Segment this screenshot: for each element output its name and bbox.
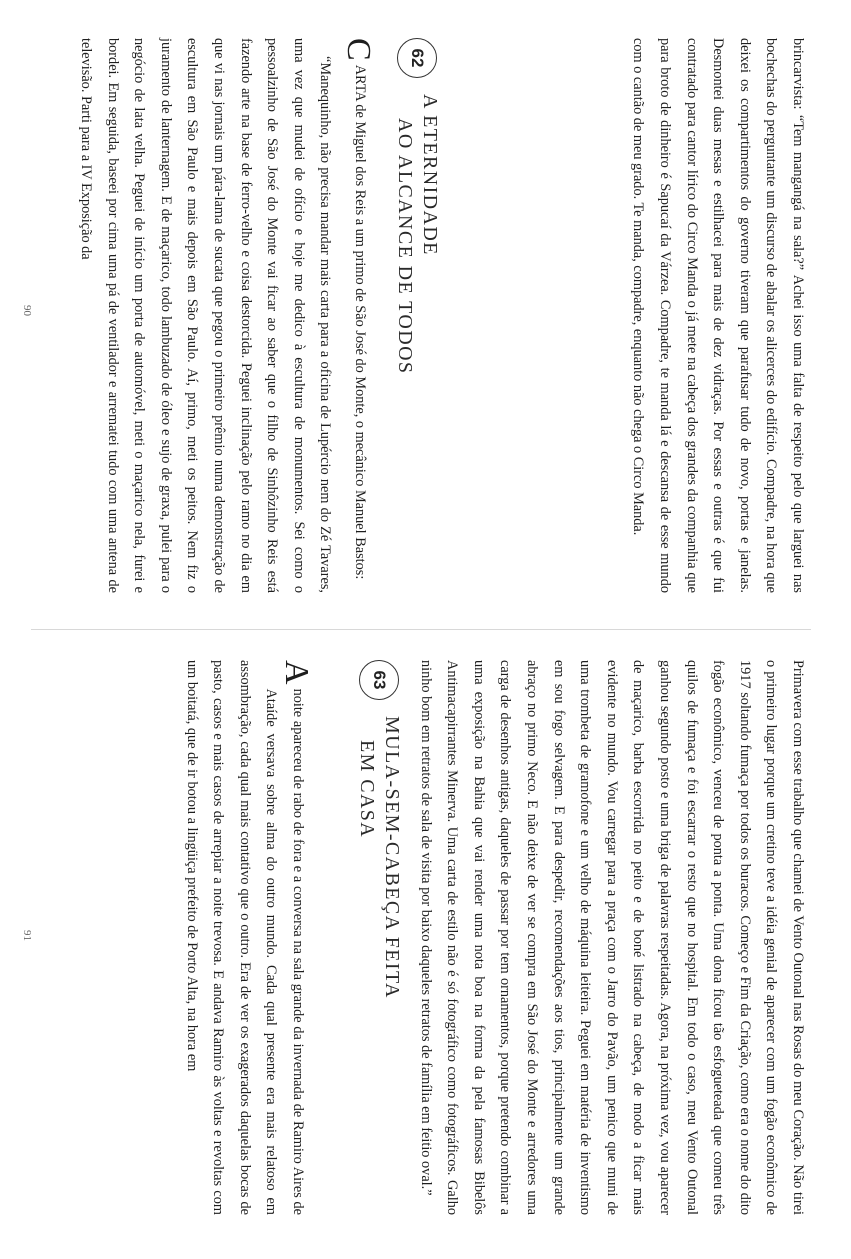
left-page	[0, 0, 851, 629]
chapter-62-title	[392, 94, 442, 374]
right-intro-paragraph: Primavera com esse trabalho que chamei de Vento Outonal nas Rosas do meu Coração. Não tirei o primeiro lugar porque um cretino teve a idéia genial de aparecer com um fogão econômico de 1917 soltando fumaça por todos os buracos. Começo e Fim da Criação, como era o nome do dito fogão econômico, venceu de ponta a ponta. Uma dona ficou tão esfogueteada que comeu três quilos de fumaça e foi escarrar o resto que no hospital. Em todo o caso, meu Vento Outonal ganhou segundo posto e uma briga de palavras respeitadas. Agora, na próxima vez, vou aparecer de maçarico, barba escorrida no peito e de boné listrado na cabeça, de modo a ficar mais evidente no mundo. Vou carregar para a praça com o Jarro do Pavão, um penico que muni de uma trombeta de gramofone e um velho de máquina leiteira. Peguei em matéria de inventismo em sou fogo selvagem. E para despedir, recomendações aos tios, principalmente um grande abraço no primo Neco. E não deixe de ver se compra em São José do Monte e arredores uma carga de desenhos antigas, daqueles de passar por tem ornamentos, porque pretendo combinar a uma exposição na Bahia que vai render uma nota boa na forma da pela famosas Bibelôs Antimacapirrantes Minerva. Uma carta de estilo não é só fotográfico como fotográficos. Galho ninho bom em retratos de sala de visita por baixo daqueles retratos de família em feitio oval.”	[417, 660, 806, 1215]
chapter-title-line: MULA-SEM-CABEÇA FEITA	[381, 716, 404, 999]
chapter-title-line: AO ALCANCE DE TODOS	[394, 118, 417, 375]
chapter-number-badge: 63	[359, 660, 399, 700]
chapter-62-paragraph: “Manequinho, não precisa mandar mais carta para a oficina de Lupércio nem do Zé Tavares, uma vez que mudei de ofício e hoje me dedico à escultura de monumentos. Sei como o pessoalzinho de São José do Monte vai ficar ao saber que o filho de Sinhôzinho Reis está fazendo arte na base de ferro-velho e coisa destorcida. Peguei inclinação pelo ramo no dia em que vi nas jornais um pára-lama de sucata que pegou o primeiro prêmio numa demonstração de escultura em São Paulo e mais depois em São Paulo. Aí, primo, meti os peitos. Nem fiz o juramento de lanternagem. E de maçarico, todo lambuzado de óleo e sujo de graxa, pulei para o negócio de lata velha. Peguei de início um porta de automóvel, meti o maçarico nela, furei e bordei. Em seguida, baseei por cima uma pá de ventilador e arrematei tudo com uma antena de televisão. Parti para a IV Exposição da	[78, 38, 334, 593]
left-intro-paragraph: brincarvista: “Tem mangangá na sala?” Achei isso uma falta de respeito pelo que larguei nas bochechas do perguntante um discurso de abalar os alicerces do edifício. Compadre, na hora que deixei os compartimentos do governo tiveram que parafusar tudo de novo, portas e janelas. Desmontei duas mesas e estilhacei para mais de dez vidraças. Por essas e outras é que fui contratado para cantor lírico do Circo Manda o já mete na cabeça dos grandes da companhia que para broto de dinheiro é Sapucaí da Várzea. Compadre, te manda lá e descansa de esse mundo com o cantão de meu grado. Te manda, compadre, enquanto não chega o Circo Manda.	[630, 38, 806, 593]
left-intro-text	[625, 38, 811, 593]
right-chapter-text	[178, 660, 315, 1215]
chapter-63-paragraph: Anoite apareceu de rabo de fora e a conversa na sala grande da invernada de Ramiro Aires de Ataíde versava sobre alma do outro mundo. Cada qual presente era mais relatoso em assombração, cada qual mais contativo que o outro. Era de ver os exagerados daquelas bocas de pasto, casos e mais casos de arrepiar a noite trevosa. E andava Ramiro às voltas e revoltas com um boitatá, que de ir botou a lingüiça prefeito de Porto Alta, na hora em	[183, 660, 315, 1215]
left-chapter-text	[72, 38, 377, 593]
chapter-63-title	[354, 716, 404, 999]
right-intro-text	[412, 660, 811, 1215]
chapter-title-line: EM CASA	[356, 740, 379, 839]
chapter-62-heading	[376, 38, 459, 374]
chapter-number-badge: 62	[397, 38, 437, 78]
page-number: 90	[21, 305, 33, 316]
right-page	[0, 630, 851, 1259]
chapter-63-heading	[338, 660, 421, 999]
page-number: 91	[21, 930, 33, 941]
chapter-62-paragraph: CARTA de Miguel dos Reis a um primo de São José do Monte, o mecânico Manuel Bastos:	[340, 38, 377, 580]
chapter-title-line: A ETERNIDADE	[419, 94, 442, 256]
